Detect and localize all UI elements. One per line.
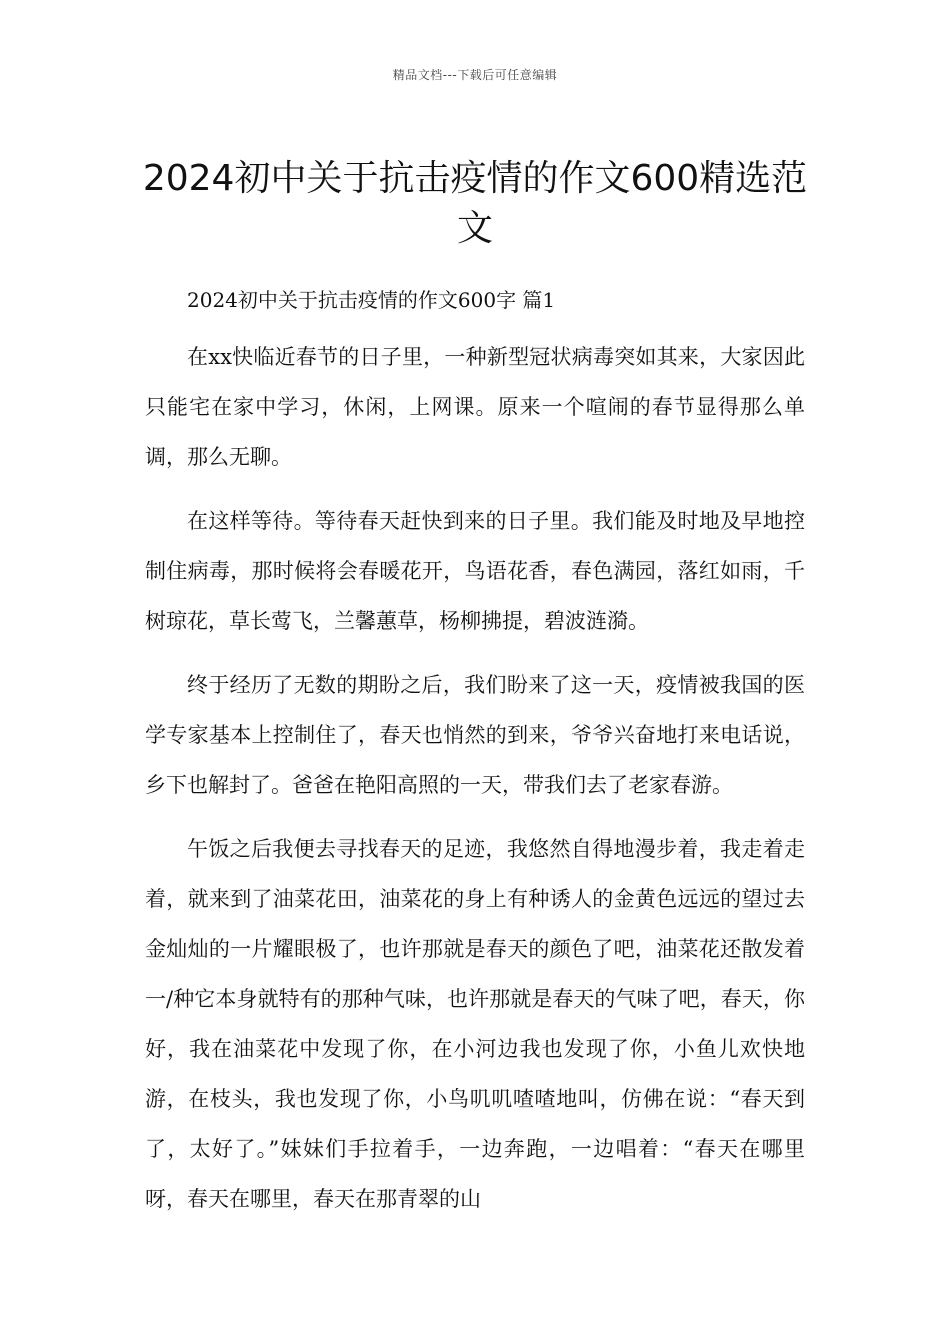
paragraph-1: 在xx快临近春节的日子里，一种新型冠状病毒突如其来，大家因此只能宅在家中学习，休闲，上网课。原来一个喧闹的春节显得那么单调，那么无聊。 xyxy=(145,345,805,469)
header-note: 精品文档---下载后可任意编辑 xyxy=(392,68,558,82)
essay-subtitle: 2024初中关于抗击疫情的作文600字 篇1 xyxy=(187,288,556,312)
document-body xyxy=(145,282,805,1224)
paragraph-3: 终于经历了无数的期盼之后，我们盼来了这一天，疫情被我国的医学专家基本上控制住了，春天也悄然的到来，爷爷兴奋地打来电话说，乡下也解封了。爸爸在艳阳高照的一天，带我们去了老家春游。 xyxy=(145,673,805,797)
document-title: 2024初中关于抗击疫情的作文600精选范文 xyxy=(142,158,808,250)
paragraph-2: 在这样等待。等待春天赶快到来的日子里。我们能及时地及早地控制住病毒，那时候将会春暖花开，鸟语花香，春色满园，落红如雨，千树琼花，草长莺飞，兰馨蕙草，杨柳拂提，碧波涟漪。 xyxy=(145,509,805,633)
paragraph-4: 午饭之后我便去寻找春天的足迹，我悠然自得地漫步着，我走着走着，就来到了油菜花田，油菜花的身上有种诱人的金黄色远远的望过去金灿灿的一片耀眼极了，也许那就是春天的颜色了吧，油菜花还散发着一/种它本身就特有的那种气味，也许那就是春天的气味了吧，春天，你好，我在油菜花中发现了你，在小河边我也发现了你，小鱼儿欢快地游，在枝头，我也发现了你，小鸟叽叽喳喳地叫，仿佛在说：“春天到了，太好了。”妹妹们手拉着手，一边奔跑，一边唱着：“春天在哪里呀，春天在哪里，春天在那青翠的山 xyxy=(145,837,805,1211)
